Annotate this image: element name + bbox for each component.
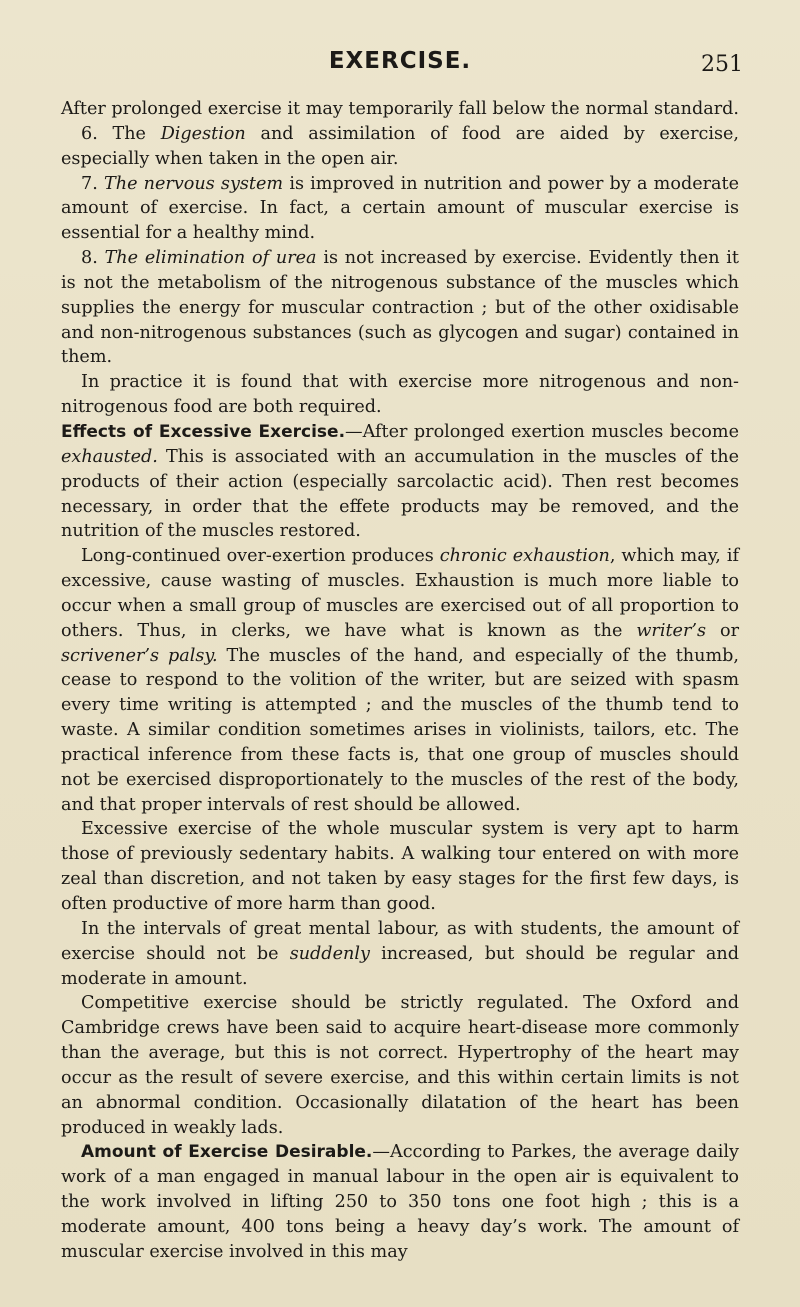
page-header xyxy=(0,48,800,78)
text-run: is not increased by exercise. Evidently then it is not the metabolism of the nitrogenous substance of the muscles which supplies the energy for muscular contraction ; but of the other oxidisable and non-nitrogenous substances (such as glycogen and sugar) contained in them. xyxy=(61,248,739,368)
italic-term: scrivener’s palsy. xyxy=(61,645,218,666)
paragraph-sedentary-habits xyxy=(61,817,739,916)
italic-term: Digestion xyxy=(160,123,246,144)
text-run: is improved in nutrition and power by a moderate amount of exercise. In fact, a certain amount of muscular exercise is essential for a healthy mind. xyxy=(61,173,739,244)
page-number: 251 xyxy=(701,52,743,77)
running-title: EXERCISE. xyxy=(328,48,472,74)
paragraph-effects-of-excessive-exercise xyxy=(61,420,739,544)
text-run: This is associated with an accumulation in the muscles of the products of their action (especially sarcolactic acid). Then rest becomes necessary, in order that the effete products may be removed, and the nutrition of the muscles restored. xyxy=(61,446,739,542)
paragraph-digestion xyxy=(61,122,739,172)
paragraph-chronic-exhaustion xyxy=(61,544,739,817)
text-run: or xyxy=(706,620,739,641)
paragraph-mental-labour xyxy=(61,917,739,992)
text-run: 6. The xyxy=(81,123,161,144)
paragraph-urea xyxy=(61,246,739,370)
paragraph-practice xyxy=(61,370,739,420)
text-run: increased, but should be regular and moderate in amount. xyxy=(61,943,739,989)
italic-term: The elimination of urea xyxy=(104,248,317,269)
text-run: Competitive exercise should be strictly regulated. The Oxford and Cambridge crews have been said to acquire heart-disease more commonly than the average, but this is not correct. Hypertrophy of the heart may occur as the result of severe exercise, and this within certain limits is not an abnormal condition. Occasionally dilatation of the heart has been produced in weakly lads. xyxy=(61,993,739,1138)
paragraph-continuation xyxy=(61,97,739,122)
text-run: 7. xyxy=(81,173,104,194)
text-run: The muscles of the hand, and especially of the thumb, cease to respond to the volition of the writer, but are seized with spasm every time writing is attempted ; and the muscles of the thumb tend to waste. A similar condition sometimes arises in violinists, tailors, etc. The practical inference from these facts is, that one group of muscles should not be exercised disproportionately to the muscles of the rest of the body, and that proper intervals of rest should be allowed. xyxy=(61,645,740,815)
italic-term: The nervous system xyxy=(104,173,284,194)
text-run: , which may, if excessive, cause wasting of muscles. Exhaustion is much more liable to occur when a small group of muscles are exercised out of all proportion to others. Thus, in clerks, we have what is known as the xyxy=(61,546,739,641)
body-text xyxy=(61,97,739,1265)
italic-term: writer’s xyxy=(636,620,706,641)
paragraph-amount-of-exercise xyxy=(61,1140,739,1264)
text-run: —After prolonged exertion muscles become xyxy=(345,421,739,442)
section-heading: Effects of Excessive Exercise. xyxy=(61,421,346,442)
text-run: 8. xyxy=(81,248,105,269)
section-heading: Amount of Exercise Desirable. xyxy=(81,1142,373,1163)
italic-term: exhausted. xyxy=(61,446,158,467)
text-run: and assimilation of food are aided by exercise, especially when taken in the open air. xyxy=(61,123,740,169)
paragraph-nervous-system xyxy=(61,172,739,247)
paragraph-competitive-exercise xyxy=(61,991,739,1140)
text-run: —According to Parkes, the average daily work of a man engaged in manual labour in the open air is equivalent to the work involved in lifting 250 to 350 tons one foot high ; this is a moderate amount, 400 tons being a heavy day’s work. The amount of muscular exercise involved in this may xyxy=(61,1142,739,1262)
text-run: In practice it is found that with exercise more nitrogenous and non-nitrogenous food are both required. xyxy=(61,372,739,418)
text-run: In the intervals of great mental labour, as with students, the amount of exercise should not be xyxy=(61,918,739,964)
italic-term: chronic exhaustion xyxy=(439,546,610,567)
text-run: After prolonged exercise it may temporarily fall below the normal standard. xyxy=(61,99,739,119)
text-run: Long-continued over-exertion produces xyxy=(81,546,440,567)
text-run: Excessive exercise of the whole muscular system is very apt to harm those of previously sedentary habits. A walking tour entered on with more zeal than discretion, and not taken by easy stages for the first few days, is often productive of more harm than good. xyxy=(61,819,739,914)
italic-term: suddenly xyxy=(289,943,370,964)
